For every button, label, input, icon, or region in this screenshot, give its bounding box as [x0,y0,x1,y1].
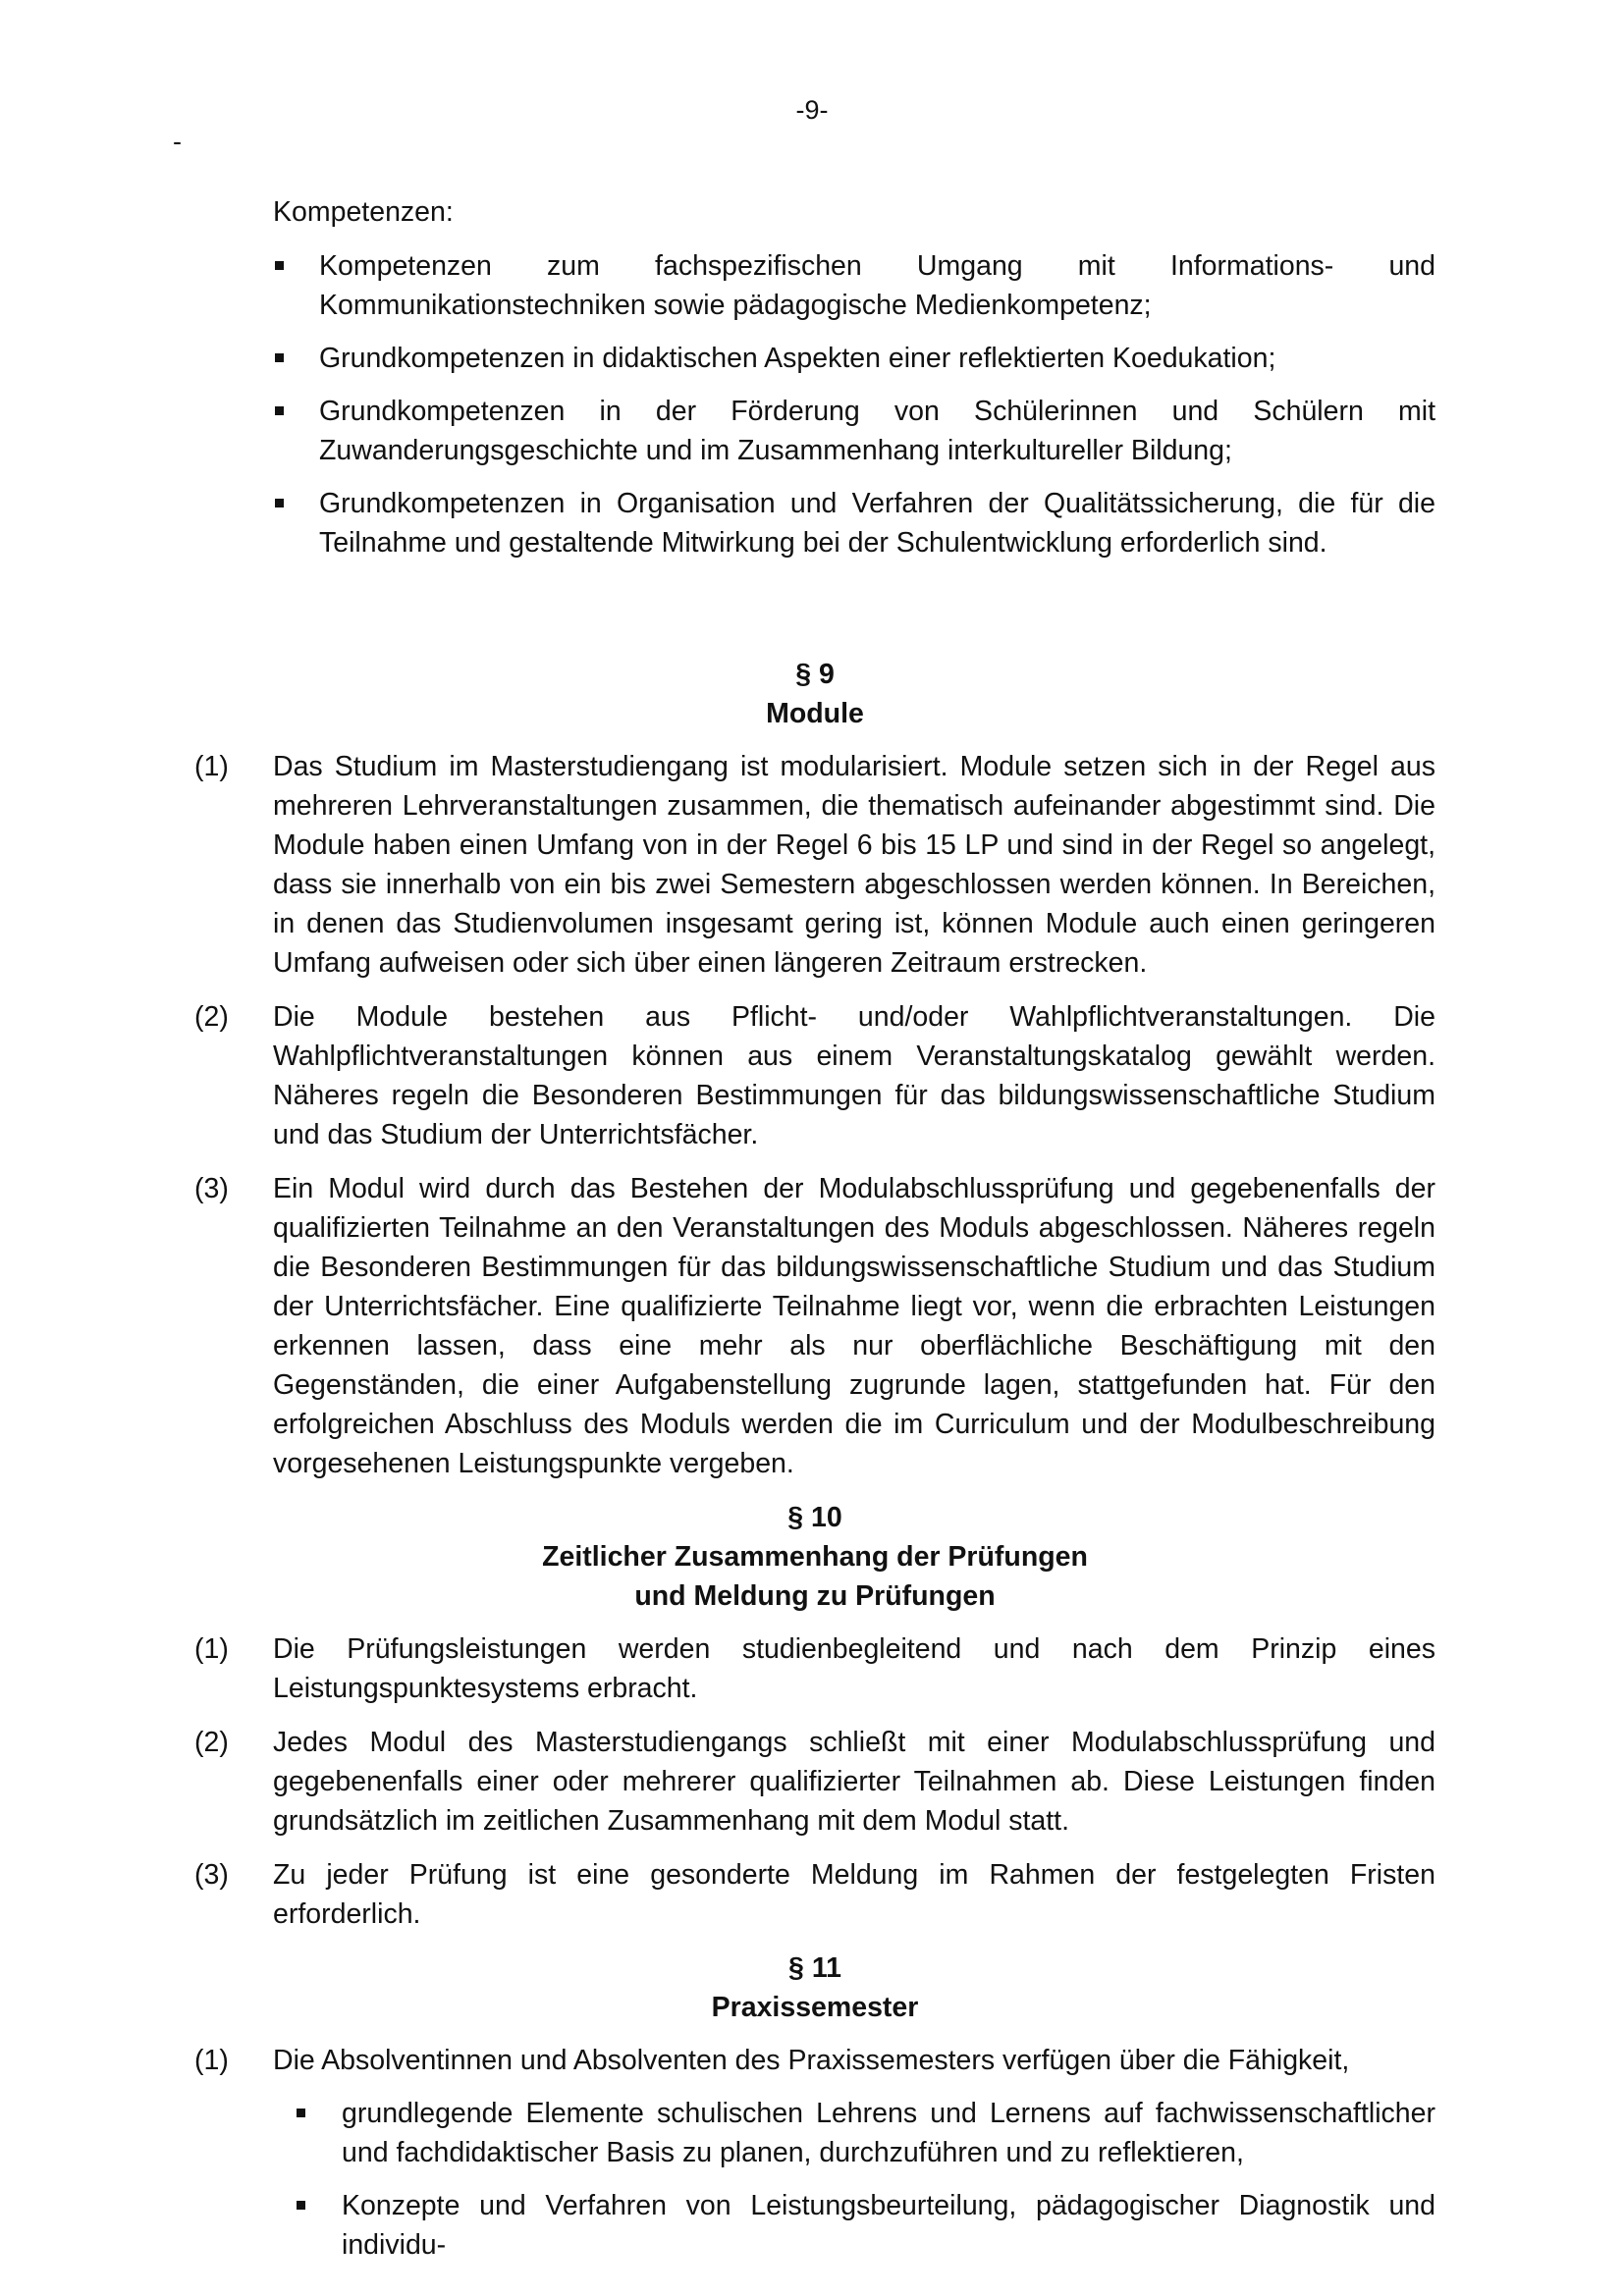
list-item: Konzepte und Verfahren von Leistungsbeurteilung, pädagogischer Diagnostik und individu- [194,2186,1435,2265]
paragraph: (1) Die Prüfungsleistungen werden studienbegleitend und nach dem Prinzip eines Leistungspunktesystems erbracht. [194,1629,1435,1708]
square-bullet-icon [275,499,284,507]
list-item: Grundkompetenzen in didaktischen Aspekten einer reflektierten Koedukation; [194,339,1435,378]
section-10-heading [194,1498,1435,1616]
paragraph-number: (1) [194,1633,229,1665]
section-title: Module [766,698,864,729]
section-11-heading [194,1949,1435,2027]
paragraph: (2) Jedes Modul des Masterstudiengangs schließt mit einer Modulabschlussprüfung und gegebenenfalls einer oder mehrerer qualifizierter Teilnahmen ab. Diese Leistungen finden grundsätzlich im zeitlichen Zusammenhang mit dem Modul statt. [194,1723,1435,1841]
spacer [194,576,1435,655]
paragraph-number: (1) [194,2045,229,2076]
square-bullet-icon [275,353,284,362]
page-number: -9- [795,95,829,125]
paragraph-number: (3) [194,1859,229,1891]
square-bullet-icon [297,2109,305,2117]
list-item: grundlegende Elemente schulischen Lehrens und Lernens auf fachwissenschaftlicher und fachdidaktischer Basis zu planen, durchzuführen und zu reflektieren, [194,2094,1435,2172]
square-bullet-icon [275,261,284,270]
square-bullet-icon [297,2201,305,2210]
section-title: Zeitlicher Zusammenhang der Prüfungen [542,1541,1088,1573]
paragraph-number: (2) [194,1727,229,1758]
section-title-line-2: und Meldung zu Prüfungen [634,1580,996,1612]
paragraph-number: (1) [194,751,229,782]
square-bullet-icon [275,406,284,415]
paragraph: (3) Zu jeder Prüfung ist eine gesonderte Meldung im Rahmen der festgelegten Fristen erforderlich. [194,1855,1435,1934]
document-body [194,192,1435,2279]
section-sign: § 9 [795,659,835,690]
paragraph: (1) Das Studium im Masterstudiengang ist modularisiert. Module setzen sich in der Regel aus mehreren Lehrveranstaltungen zusammen, die thematisch aufeinander abgestimmt sind. Die Module haben einen Umfang von in der Regel 6 bis 15 LP und sind in der Regel so angelegt, dass sie innerhalb von ein bis zwei Semestern abgeschlossen werden können. In Bereichen, in denen das Studienvolumen insgesamt gering ist, können Module auch einen geringeren Umfang aufweisen oder sich über einen längeren Zeitraum erstrecken. [194,747,1435,983]
section-title: Praxissemester [711,1992,919,2023]
margin-dash: - [173,127,182,156]
section-sign: § 11 [788,1952,841,1984]
paragraph-number: (3) [194,1173,229,1204]
section-9-heading [194,655,1435,733]
list-item: Kompetenzen zum fachspezifischen Umgang mit Informations- und Kommunikationstechniken sowie pädagogische Medienkompetenz; [194,246,1435,325]
competencies-label: Kompetenzen: [273,196,454,228]
abilities-list [194,2094,1435,2265]
paragraph: (2) Die Module bestehen aus Pflicht- und/oder Wahlpflichtveranstaltungen. Die Wahlpflichtveranstaltungen können aus einem Veranstaltungskatalog gewählt werden. Näheres regeln die Besonderen Bestimmungen für das bildungswissenschaftliche Studium und das Studium der Unterrichtsfächer. [194,997,1435,1154]
paragraph: (3) Ein Modul wird durch das Bestehen der Modulabschlussprüfung und gegebenenfalls der qualifizierten Teilnahme an den Veranstaltungen des Moduls abgeschlossen. Näheres regeln die Besonderen Bestimmungen für das bildungswissenschaftliche Studium und das Studium der Unterrichtsfächer. Eine qualifizierte Teilnahme liegt vor, wenn die erbrachten Leistungen erkennen lassen, dass eine mehr als nur oberflächliche Beschäftigung mit den Gegenständen, die einer Aufgabenstellung zugrunde lagen, stattgefunden hat. Für den erfolgreichen Abschluss des Moduls werden die im Curriculum und der Modulbeschreibung vorgesehenen Leistungspunkte vergeben. [194,1169,1435,1483]
list-item: Grundkompetenzen in Organisation und Verfahren der Qualitätssicherung, die für die Teilnahme und gestaltende Mitwirkung bei der Schulentwicklung erforderlich sind. [194,484,1435,562]
paragraph-number: (2) [194,1001,229,1033]
list-item: Grundkompetenzen in der Förderung von Schülerinnen und Schülern mit Zuwanderungsgeschichte und im Zusammenhang interkultureller Bildung; [194,392,1435,470]
section-sign: § 10 [787,1502,842,1533]
paragraph: (1) Die Absolventinnen und Absolventen des Praxissemesters verfügen über die Fähigkeit, grundlegende Elemente schulischen Lehrens und Lernens auf fachwissenschaftlicher und fachdidaktischer Basis zu planen, durchzuführen und zu reflektieren, Konzepte und Verfahren von Leistungsbeurteilung, pädagogischer Diagnostik und individu- [194,2041,1435,2265]
competencies-list [194,246,1435,562]
